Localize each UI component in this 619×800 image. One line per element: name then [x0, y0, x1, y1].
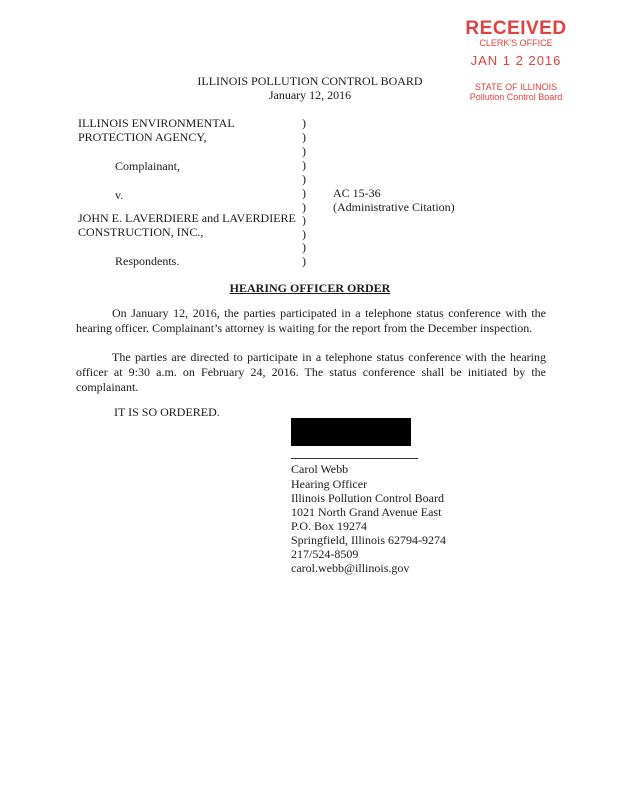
signature-line — [291, 458, 418, 459]
caption-paren: ) — [302, 116, 306, 130]
signer-address-street: 1021 North Grand Avenue East — [291, 505, 442, 519]
caption-respondent-role: Respondents. — [115, 254, 180, 268]
caption-paren: ) — [302, 227, 306, 241]
order-paragraph-1: On January 12, 2016, the parties participated in a telephone status conference with the hearing officer. Complainant’s attorney is waiting for the report from the December inspection. — [76, 306, 546, 335]
caption-complainant-line2: PROTECTION AGENCY, — [78, 130, 207, 144]
caption-paren: ) — [302, 186, 306, 200]
caption-paren: ) — [302, 213, 306, 227]
signer-phone: 217/524-8509 — [291, 547, 359, 561]
caption-paren: ) — [302, 144, 306, 158]
signer-organization: Illinois Pollution Control Board — [291, 491, 445, 505]
caption-paren: ) — [302, 200, 306, 214]
order-paragraph-2: The parties are directed to participate in a telephone status conference with the hearing officer at 9:30 a.m. on February 24, 2016. The status conference shall be initiated by the complainant. — [76, 350, 546, 394]
board-name: ILLINOIS POLLUTION CONTROL BOARD — [197, 74, 423, 88]
caption-complainant-role: Complainant, — [115, 159, 180, 173]
caption-respondent-line2: CONSTRUCTION, INC., — [78, 225, 204, 239]
case-type: (Administrative Citation) — [333, 200, 455, 214]
redacted-signature — [291, 418, 411, 446]
so-ordered: IT IS SO ORDERED. — [114, 405, 220, 419]
caption-paren: ) — [302, 254, 306, 268]
signer-name: Carol Webb — [291, 462, 349, 476]
received-stamp-title: RECEIVED — [465, 18, 567, 39]
case-number: AC 15-36 — [333, 186, 381, 200]
order-title: HEARING OFFICER ORDER — [229, 281, 391, 295]
received-stamp-state: STATE OF ILLINOIS — [474, 82, 558, 92]
caption-complainant-line1: ILLINOIS ENVIRONMENTAL — [78, 116, 235, 130]
order-date: January 12, 2016 — [268, 88, 352, 102]
signer-address-po-box: P.O. Box 19274 — [291, 519, 368, 533]
caption-paren: ) — [302, 172, 306, 186]
signer-title: Hearing Officer — [291, 477, 368, 491]
caption-paren: ) — [302, 130, 306, 144]
received-stamp-date: JAN 1 2 2016 — [470, 53, 562, 68]
caption-respondent-line1: JOHN E. LAVERDIERE and LAVERDIERE — [78, 211, 296, 225]
caption-versus: v. — [115, 188, 124, 202]
received-stamp-board: Pollution Control Board — [469, 92, 563, 102]
caption-paren: ) — [302, 158, 306, 172]
received-stamp-office: CLERK'S OFFICE — [479, 38, 553, 48]
signer-address-city: Springfield, Illinois 62794-9274 — [291, 533, 446, 547]
caption-paren: ) — [302, 240, 306, 254]
signer-email: carol.webb@illinois.gov — [291, 561, 410, 575]
